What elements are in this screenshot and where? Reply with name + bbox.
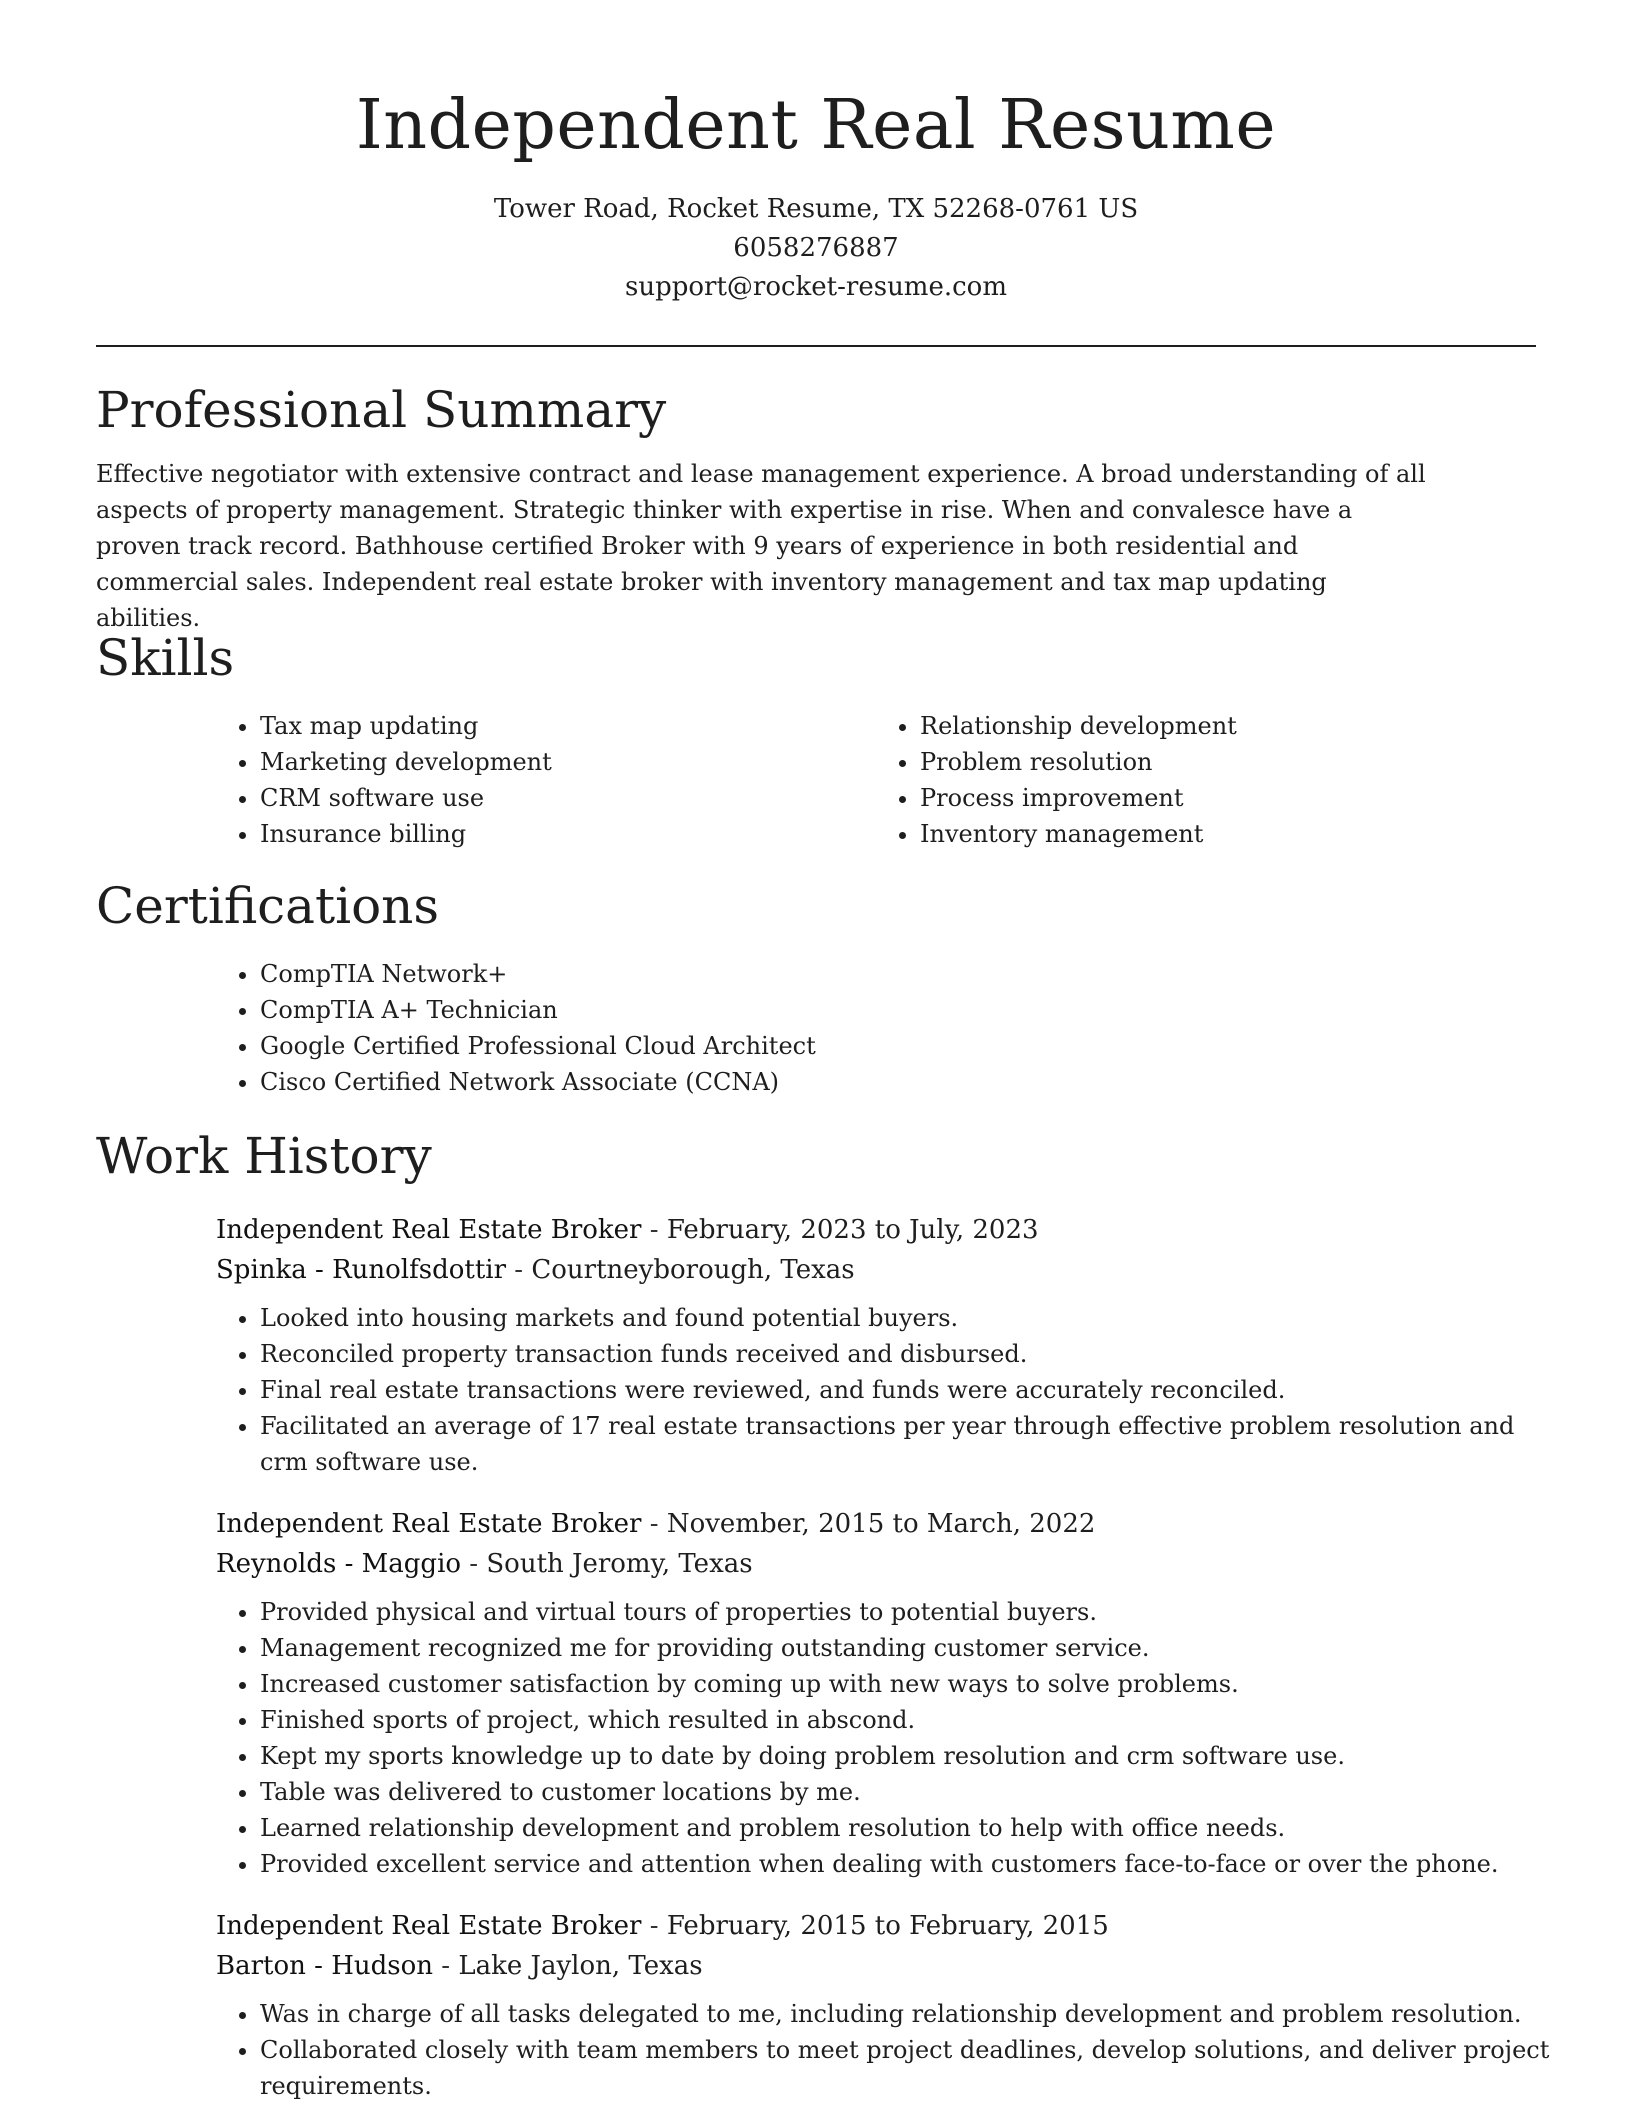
skill-item: • Tax map updating	[260, 708, 876, 744]
certification-item: • Google Certified Professional Cloud Architect	[260, 1028, 1536, 1064]
job-duty: • Provided physical and virtual tours of properties to potential buyers.	[260, 1594, 1550, 1630]
job-duty: • Collaborated closely with team members to meet project deadlines, develop solutions, and deliver project requirements.	[260, 2032, 1550, 2104]
skill-item: • Process improvement	[920, 780, 1536, 816]
job-duty: • Kept my sports knowledge up to date by doing problem resolution and crm software use.	[260, 1738, 1550, 1774]
job-duty: • Reconciled property transaction funds received and disbursed.	[260, 1336, 1550, 1372]
resume-header	[96, 0, 1536, 347]
skills-section	[96, 626, 1536, 852]
job-title: Independent Real Estate Broker	[216, 1509, 642, 1539]
certifications-list	[216, 956, 1536, 1100]
job-duties-list	[216, 1996, 1550, 2104]
certifications-section	[96, 874, 1536, 1100]
job-duties-list	[216, 1594, 1536, 1882]
company-name: Reynolds - Maggio	[216, 1549, 462, 1579]
separator: -	[461, 1549, 487, 1579]
job-duty: • Finished sports of project, which resulted in abscond.	[260, 1702, 1550, 1738]
job-title-line	[216, 1210, 1536, 1250]
job-entry	[216, 1906, 1550, 2104]
summary-heading: Professional Summary	[96, 381, 667, 439]
job-title-line	[216, 1504, 1536, 1544]
work-history-section	[96, 1124, 1550, 2104]
summary-section	[96, 378, 1536, 636]
job-duty: • Facilitated an average of 17 real estate transactions per year through effective problem resolution and crm software use.	[260, 1408, 1550, 1480]
phone-text: 6058276887	[733, 233, 899, 263]
header-divider	[96, 345, 1536, 347]
job-duty: • Provided excellent service and attention when dealing with customers face-to-face or over the phone.	[260, 1846, 1550, 1882]
contact-info	[96, 190, 1536, 307]
company-line	[216, 1250, 1536, 1290]
company-name: Barton - Hudson	[216, 1951, 434, 1981]
company-line	[216, 1544, 1536, 1584]
skill-item: • CRM software use	[260, 780, 876, 816]
job-dates: November, 2015 to March, 2022	[666, 1509, 1096, 1539]
separator: -	[506, 1255, 532, 1285]
job-title-line	[216, 1906, 1536, 1946]
separator: -	[641, 1911, 667, 1941]
job-location: Lake Jaylon, Texas	[458, 1951, 703, 1981]
company-name: Spinka - Runolfsdottir	[216, 1255, 507, 1285]
job-duty: • Management recognized me for providing outstanding customer service.	[260, 1630, 1550, 1666]
separator: -	[641, 1215, 667, 1245]
skills-list-right	[876, 708, 1536, 852]
job-duty: • Increased customer satisfaction by coming up with new ways to solve problems.	[260, 1666, 1550, 1702]
job-duty: • Table was delivered to customer locations by me.	[260, 1774, 1550, 1810]
resume-page	[96, 0, 1550, 2100]
skill-item: • Marketing development	[260, 744, 876, 780]
job-duty: • Was in charge of all tasks delegated to me, including relationship development and problem resolution.	[260, 1996, 1550, 2032]
company-line	[216, 1946, 1536, 1986]
certification-item: • Cisco Certified Network Associate (CCNA)	[260, 1064, 1536, 1100]
work-history-heading: Work History	[96, 1127, 432, 1185]
skill-item: • Insurance billing	[260, 816, 876, 852]
address-text: Tower Road, Rocket Resume, TX 52268-0761 US	[493, 194, 1139, 224]
separator: -	[641, 1509, 667, 1539]
job-entry	[216, 1210, 1536, 1480]
job-entry	[216, 1504, 1536, 1882]
skill-item: • Relationship development	[920, 708, 1536, 744]
job-location: Courtneyborough, Texas	[531, 1255, 855, 1285]
job-dates: February, 2023 to July, 2023	[666, 1215, 1039, 1245]
skills-columns	[216, 708, 1536, 852]
job-duty: • Learned relationship development and problem resolution to help with office needs.	[260, 1810, 1550, 1846]
summary-text: Effective negotiator with extensive contract and lease management experience. A broad understanding of all aspects of property management. Strategic thinker with expertise in rise. When and convalesce have a proven track record. Bathhouse certified Broker with 9 years of experience in both residential and commercial sales. Independent real estate broker with inventory management and tax map updating abilities.	[96, 460, 1426, 632]
skill-item: • Problem resolution	[920, 744, 1536, 780]
job-dates: February, 2015 to February, 2015	[666, 1911, 1109, 1941]
job-duties-list	[216, 1300, 1536, 1480]
certifications-heading: Certifications	[96, 877, 440, 935]
job-title: Independent Real Estate Broker	[216, 1911, 642, 1941]
job-title: Independent Real Estate Broker	[216, 1215, 642, 1245]
candidate-name: Independent Real Resume	[355, 86, 1277, 165]
job-duty: • Looked into housing markets and found potential buyers.	[260, 1300, 1550, 1336]
job-location: South Jeromy, Texas	[486, 1549, 753, 1579]
separator: -	[433, 1951, 459, 1981]
certification-item: • CompTIA Network+	[260, 956, 1536, 992]
certification-item: • CompTIA A+ Technician	[260, 992, 1536, 1028]
email-text: support@rocket-resume.com	[624, 272, 1007, 302]
skills-list-left	[216, 708, 876, 852]
job-duty: • Final real estate transactions were reviewed, and funds were accurately reconciled.	[260, 1372, 1550, 1408]
skills-heading: Skills	[96, 629, 235, 687]
skill-item: • Inventory management	[920, 816, 1536, 852]
